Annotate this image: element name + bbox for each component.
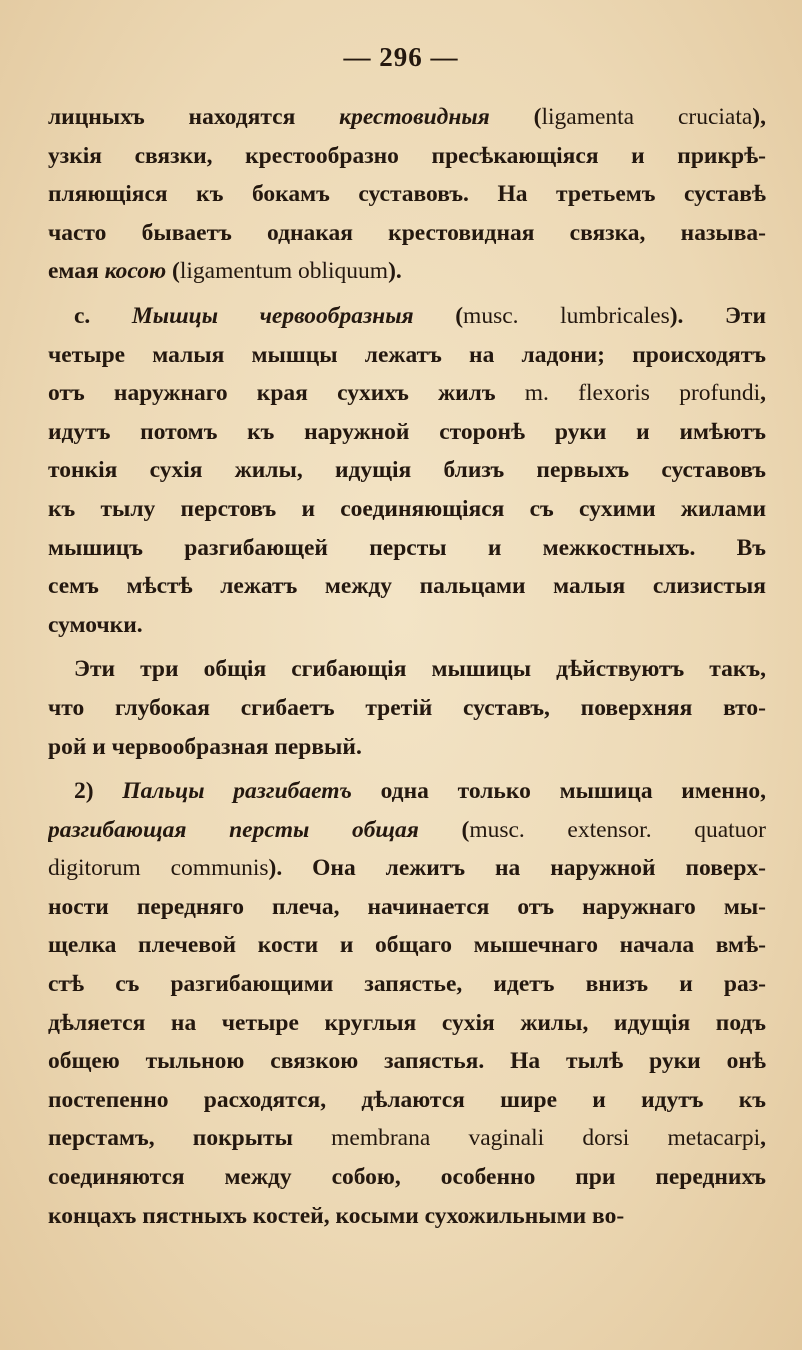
text-run: ности передняго плеча, начинается отъ наружнаго мы- bbox=[48, 893, 766, 920]
text-run: общею тыльною связкою запястья. На тылѣ руки онѣ bbox=[48, 1048, 766, 1075]
text-run: отъ наружнаго края сухихъ жилъ bbox=[48, 380, 525, 407]
italic-term: Пальцы разгибаетъ bbox=[122, 778, 352, 805]
page-number: — 296 — bbox=[343, 42, 459, 72]
italic-term: крестовидныя bbox=[339, 104, 490, 130]
text-line bbox=[48, 965, 766, 1004]
text-run: сумочки. bbox=[48, 611, 143, 638]
paragraph bbox=[48, 297, 766, 644]
text-run: перстамъ, покрыты bbox=[48, 1125, 332, 1152]
text-run: , bbox=[760, 380, 766, 407]
text-line bbox=[48, 451, 766, 490]
text-run: дѣляется на четыре круглыя сухія жилы, идущія подъ bbox=[48, 1009, 766, 1036]
text-line bbox=[48, 297, 766, 336]
italic-term: косою bbox=[104, 258, 167, 285]
text-run: емая bbox=[48, 258, 105, 285]
latin-term: musc. extensor. quatuor bbox=[469, 816, 766, 843]
text-line bbox=[48, 650, 766, 689]
text-run: семъ мѣстѣ лежатъ между пальцами малыя слизистыя bbox=[48, 573, 766, 600]
text-run: ), bbox=[752, 104, 766, 130]
text-line bbox=[48, 1042, 766, 1081]
text-run: лицныхъ находятся bbox=[48, 104, 340, 130]
text-line bbox=[48, 926, 766, 965]
text-line bbox=[48, 1081, 766, 1120]
text-line bbox=[48, 606, 766, 645]
text-line bbox=[48, 811, 766, 850]
text-line bbox=[48, 1119, 766, 1158]
text-run: ). bbox=[388, 258, 402, 285]
text-run: c. bbox=[74, 302, 132, 329]
text-line bbox=[48, 413, 766, 452]
text-run: мышицъ разгибающей персты и межкостныхъ. Въ bbox=[48, 534, 766, 561]
body-text bbox=[48, 98, 766, 1235]
text-line bbox=[48, 214, 766, 253]
text-run: щелка плечевой кости и общаго мышечнаго начала вмѣ- bbox=[48, 932, 766, 959]
text-line bbox=[48, 1197, 766, 1236]
latin-term: membrana vaginali dorsi metacarpi bbox=[331, 1125, 761, 1152]
text-run: ( bbox=[166, 258, 180, 285]
text-run: идутъ потомъ къ наружной сторонѣ руки и имѣютъ bbox=[48, 418, 766, 445]
text-run: пляющіяся къ бокамъ суставовъ. На третьемъ суставѣ bbox=[48, 181, 766, 208]
text-run: узкія связки, крестообразно пресѣкающіяся и прикрѣ- bbox=[48, 142, 766, 169]
text-run: концахъ пястныхъ костей, косыми сухожильными во- bbox=[48, 1202, 625, 1229]
text-run: ( bbox=[418, 816, 470, 843]
text-run: ( bbox=[489, 104, 542, 130]
text-line bbox=[48, 529, 766, 568]
text-run: что глубокая сгибаетъ третій суставъ, поверхняя вто- bbox=[48, 694, 766, 721]
text-run: ). Эти bbox=[669, 302, 766, 329]
text-run: одна только мышица именно, bbox=[351, 778, 766, 805]
italic-term: Мышцы червообразныя bbox=[131, 302, 414, 329]
text-run: рой и червообразная первый. bbox=[48, 733, 362, 760]
text-line bbox=[48, 567, 766, 606]
text-run: къ тылу перстовъ и соединяющіяся съ сухими жилами bbox=[48, 495, 766, 522]
latin-term: ligamenta cruciata bbox=[541, 104, 753, 130]
text-line bbox=[48, 772, 766, 811]
paragraph bbox=[48, 772, 766, 1235]
text-line bbox=[48, 490, 766, 529]
text-line bbox=[48, 1004, 766, 1043]
text-run: тонкія сухія жилы, идущія близъ первыхъ суставовъ bbox=[48, 457, 766, 484]
text-line bbox=[48, 336, 766, 375]
latin-term: ligamentum obliquum bbox=[179, 258, 389, 285]
latin-term: digitorum communis bbox=[48, 855, 269, 882]
text-run: 2) bbox=[74, 778, 123, 805]
text-line bbox=[48, 888, 766, 927]
text-line bbox=[48, 252, 766, 291]
text-line bbox=[48, 689, 766, 728]
text-run: часто бываетъ однакая крестовидная связка, называ- bbox=[48, 219, 766, 246]
text-line bbox=[48, 98, 766, 137]
text-run: ). Она лежитъ на наружной поверх- bbox=[268, 855, 766, 882]
text-line bbox=[48, 1158, 766, 1197]
text-run: Эти три общія сгибающія мышицы дѣйствуютъ такъ, bbox=[74, 656, 766, 683]
text-run: постепенно расходятся, дѣлаются шире и идутъ къ bbox=[48, 1086, 766, 1113]
text-line bbox=[48, 137, 766, 176]
text-line bbox=[48, 175, 766, 214]
text-run: соединяются между собою, особенно при переднихъ bbox=[48, 1164, 766, 1191]
text-run: ( bbox=[413, 302, 464, 329]
text-run: четыре малыя мышцы лежатъ на ладони; происходятъ bbox=[48, 341, 766, 368]
latin-term: m. flexoris profundi bbox=[524, 380, 761, 407]
latin-term: musc. lumbricales bbox=[463, 302, 670, 329]
text-line bbox=[48, 728, 766, 767]
text-run: , bbox=[760, 1125, 766, 1152]
text-run: стѣ съ разгибающими запястье, идетъ внизъ и раз- bbox=[48, 971, 766, 998]
text-line bbox=[48, 849, 766, 888]
text-line bbox=[48, 374, 766, 413]
paragraph bbox=[48, 98, 766, 291]
italic-term: разгибающая персты общая bbox=[48, 816, 419, 843]
paragraph bbox=[48, 650, 766, 766]
